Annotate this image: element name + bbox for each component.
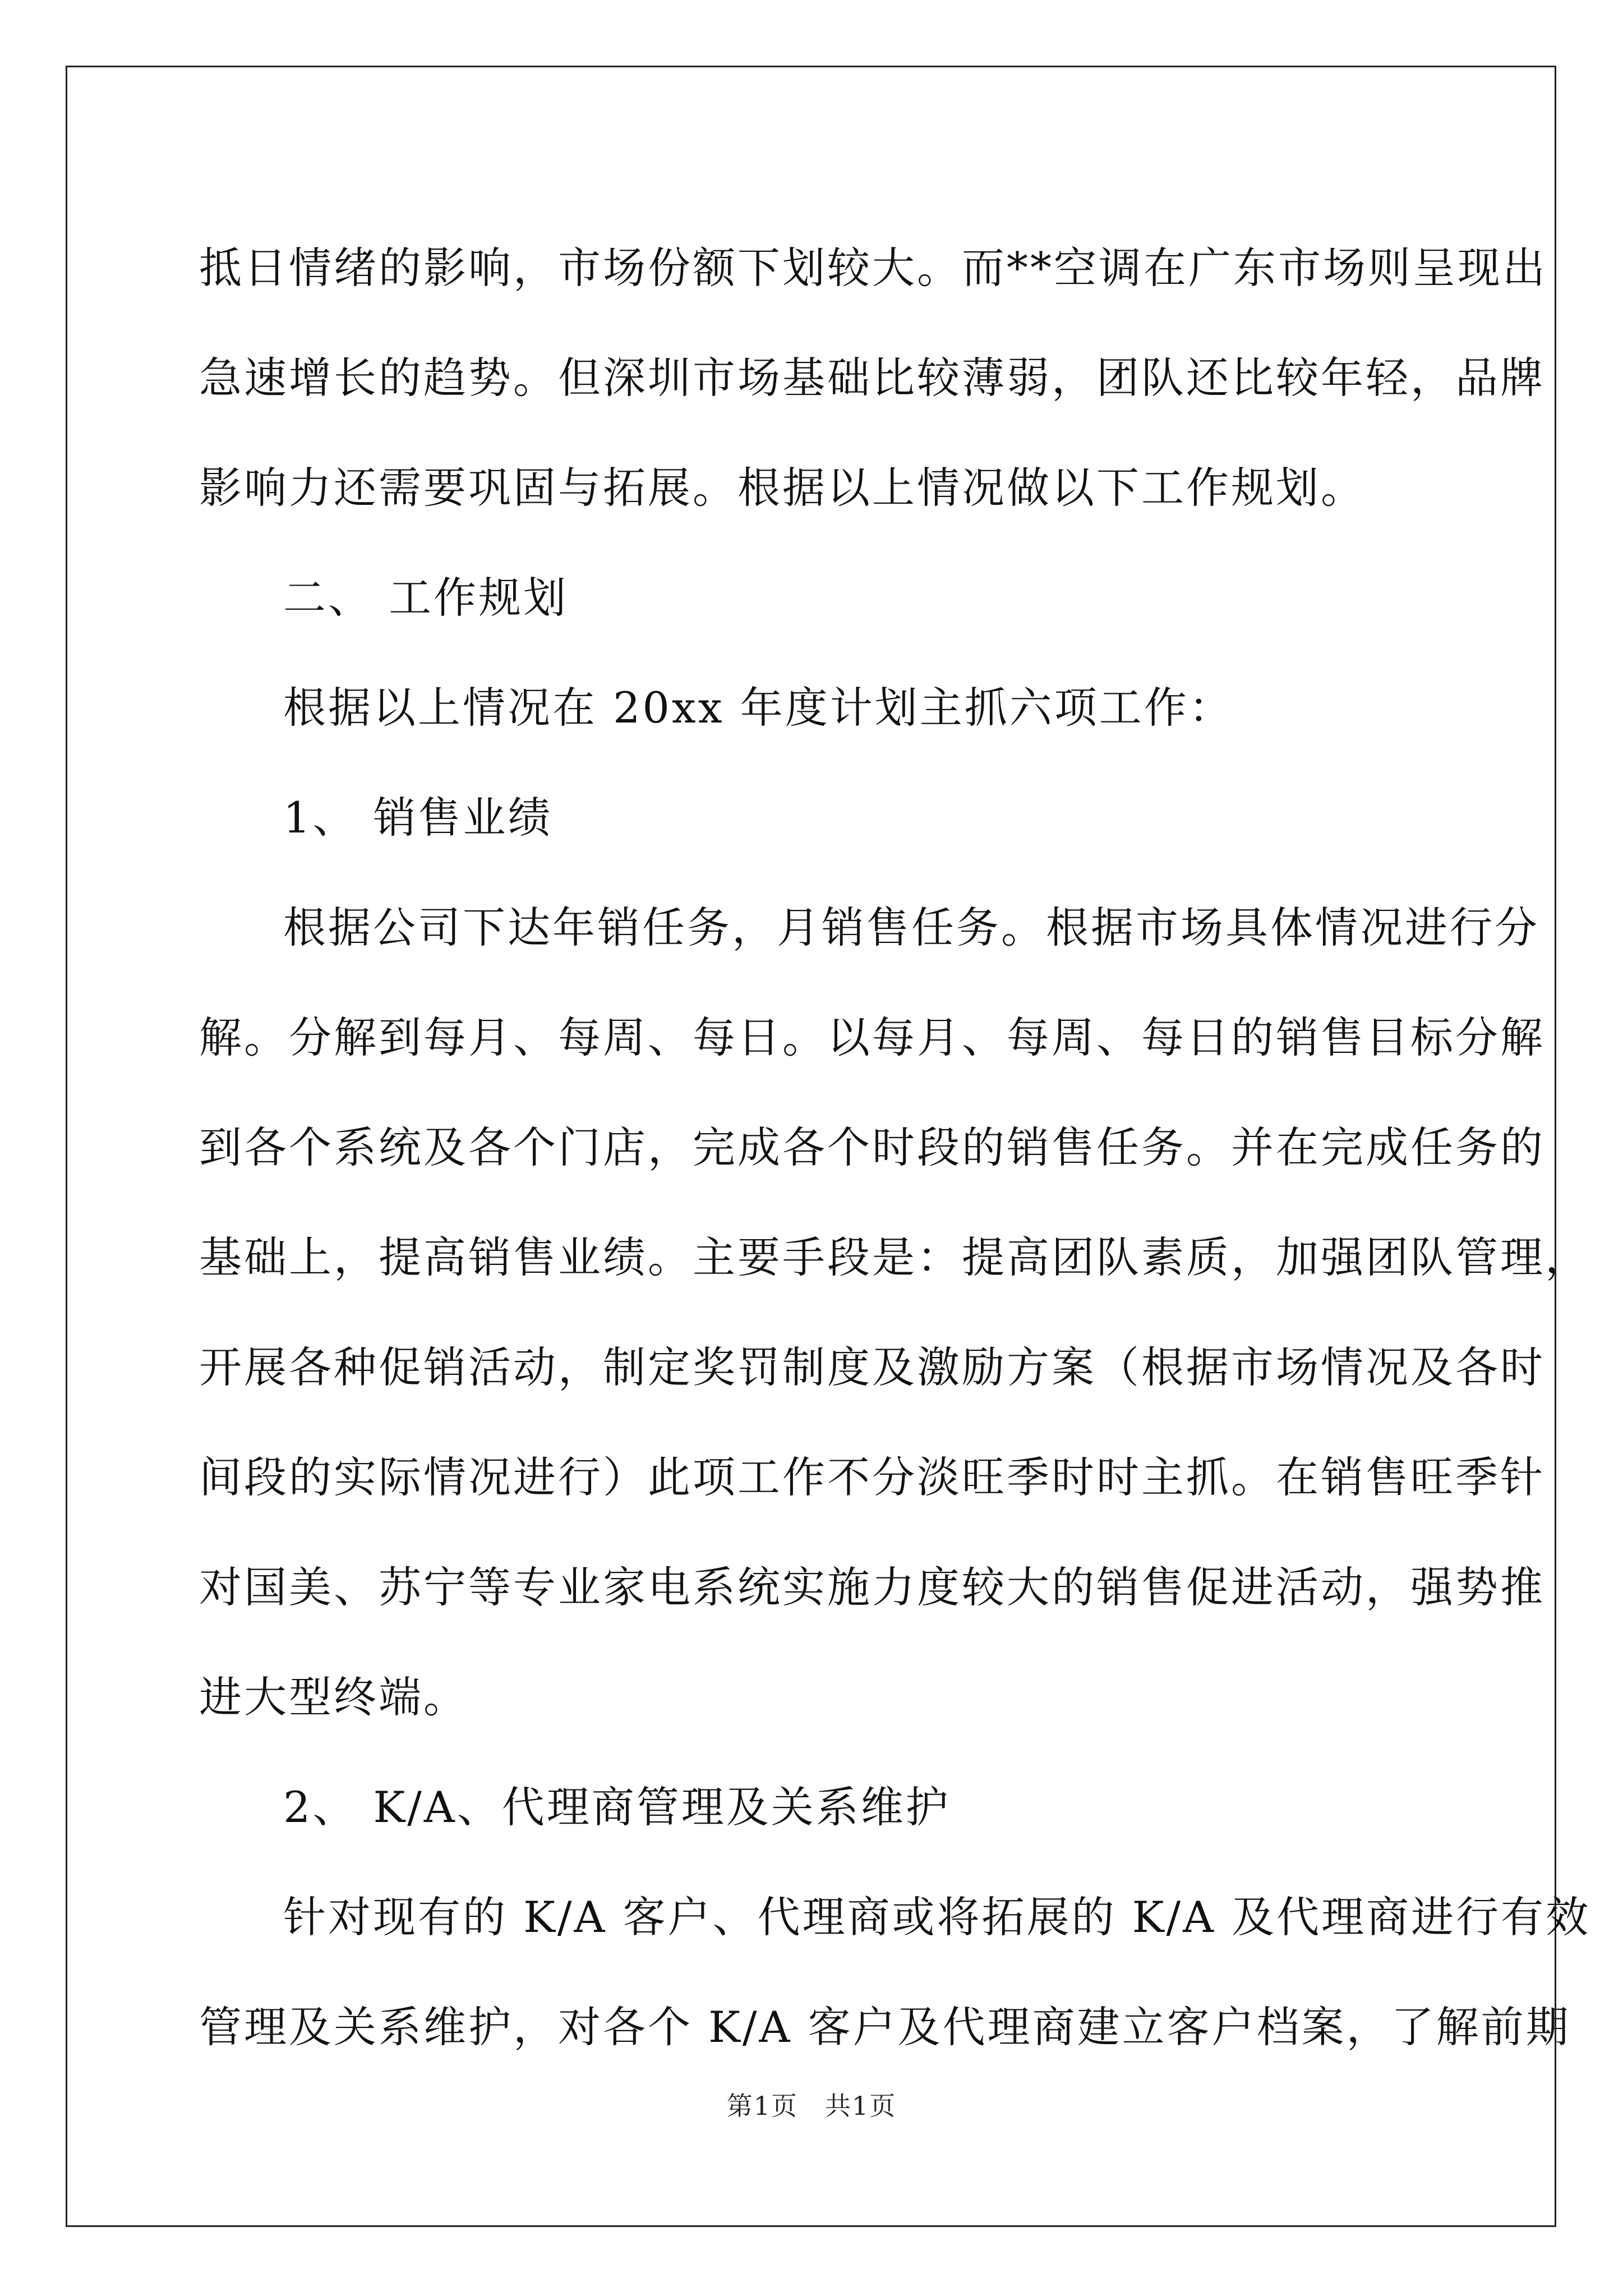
document-body — [199, 213, 1591, 2082]
paragraph-line: 基础上，提高销售业绩。主要手段是：提高团队素质，加强团队管理， — [199, 1232, 1590, 1282]
paragraph-line: 急速增长的趋势。但深圳市场基础比较薄弱，团队还比较年轻，品牌 — [199, 353, 1545, 403]
paragraph-line: 根据公司下达年销任务，月销售任务。根据市场具体情况进行分 — [283, 903, 1539, 953]
paragraph-line: 管理及关系维护，对各个 K/A 客户及代理商建立客户档案，了解前期 — [199, 2002, 1571, 2052]
paragraph-line: 对国美、苏宁等专业家电系统实施力度较大的销售促进活动，强势推 — [199, 1562, 1545, 1612]
paragraph-line: 开展各种促销活动，制定奖罚制度及激励方案（根据市场情况及各时 — [199, 1342, 1545, 1392]
section-heading: 二、 工作规划 — [283, 573, 569, 623]
paragraph-line: 根据以上情况在 20xx 年度计划主抓六项工作： — [283, 683, 1234, 733]
paragraph-line: 到各个系统及各个门店，完成各个时段的销售任务。并在完成任务的 — [199, 1122, 1545, 1172]
paragraph-line: 进大型终端。 — [199, 1672, 468, 1722]
paragraph-line: 影响力还需要巩固与拓展。根据以上情况做以下工作规划。 — [199, 463, 1366, 513]
paragraph-line: 抵日情绪的影响，市场份额下划较大。而**空调在广东市场则呈现出 — [199, 243, 1547, 293]
paragraph-line: 解。分解到每月、每周、每日。以每月、每周、每日的销售目标分解 — [199, 1013, 1545, 1062]
subsection-heading: 1、 销售业绩 — [283, 793, 553, 843]
paragraph-line: 间段的实际情况进行）此项工作不分淡旺季时时主抓。在销售旺季针 — [199, 1452, 1545, 1502]
subsection-heading: 2、 K/A、代理商管理及关系维护 — [283, 1782, 951, 1832]
page-footer: 第1页 共1页 — [726, 2091, 897, 2121]
paragraph-line: 针对现有的 K/A 客户、代理商或将拓展的 K/A 及代理商进行有效 — [283, 1892, 1591, 1942]
